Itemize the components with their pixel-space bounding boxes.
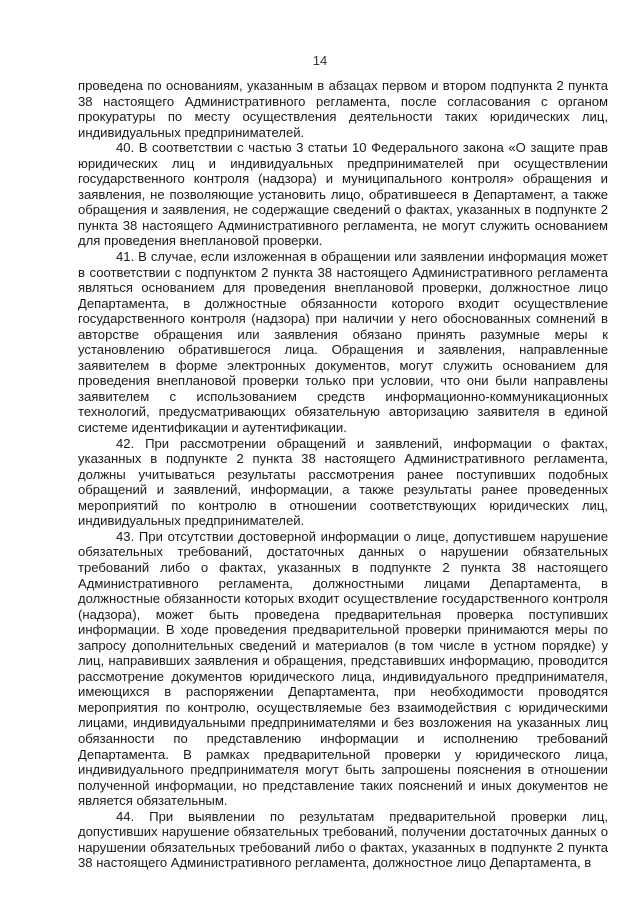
- paragraph-41: 41. В случае, если изложенная в обращении или заявлении информация может в соответствии с подпунктом 2 пункта 38 настоящего Административного регламента являться основанием для проведения внеплановой проверки, должностное лицо Департамента, в должностные обязанности которого входит осуществление государственного контроля (надзора) при наличии у него обоснованных сомнений в авторстве обращения или заявления обязано принять разумные меры к установлению обратившегося лица. Обращения и заявления, направленные заявителем в форме электронных документов, могут служить основанием для проведения внеплановой проверки только при условии, что они были направлены заявителем с использованием средств информационно-коммуникационных технологий, предусматривающих обязательную авторизацию заявителя в единой системе идентификации и аутентификации.: [78, 249, 608, 436]
- paragraph-44: 44. При выявлении по результатам предварительной проверки лиц, допустивших нарушение обязательных требований, получении достаточных данных о нарушении обязательных требований либо о фактах, указанных в подпункте 2 пункта 38 настоящего Административного регламента, должностное лицо Департамента, в: [78, 808, 608, 871]
- page-number: 14: [312, 53, 328, 68]
- paragraph-43: 43. При отсутствии достоверной информации о лице, допустившем нарушение обязательных требований, достаточных данных о нарушении обязательных требований либо о фактах, указанных в подпункте 2 пункта 38 настоящего Административного регламента, должностными лицами Департамента, в должностные обязанности которых входит осуществление государственного контроля (надзора), может быть проведена предварительная проверка поступивших информации. В ходе проведения предварительной проверки принимаются меры по запросу дополнительных сведений и материалов (в том числе в устном порядке) у лиц, направивших заявления и обращения, представивших информацию, проводится рассмотрение документов юридического лица, индивидуального предпринимателя, имеющихся в распоряжении Департамента, при необходимости проводятся мероприятия по контролю, осуществляемые без взаимодействия с юридическими лицами, индивидуальными предпринимателями и без возложения на указанных лиц обязанности по представлению информации и исполнению требований Департамента. В рамках предварительной проверки у юридического лица, индивидуального предпринимателя могут быть запрошены пояснения в отношении полученной информации, но представление таких пояснений и иных документов не является обязательным.: [78, 528, 608, 809]
- paragraph-continuation: проведена по основаниям, указанным в абзацах первом и втором подпункта 2 пункта 38 настоящего Административного регламента, после согласования с органом прокуратуры по месту осуществления деятельности таких юридических лиц, индивидуальных предпринимателей.: [78, 78, 608, 140]
- document-body: [78, 78, 608, 871]
- paragraph-42: 42. При рассмотрении обращений и заявлений, информации о фактах, указанных в подпункте 2 пункта 38 настоящего Административного регламента, должны учитываться результаты рассмотрения ранее поступивших подобных обращений и заявлений, информации, а также результаты ранее проведенных мероприятий по контролю в отношении соответствующих юридических лиц, индивидуальных предпринимателей.: [78, 435, 608, 529]
- paragraph-40: 40. В соответствии с частью 3 статьи 10 Федерального закона «О защите прав юридических лиц и индивидуальных предпринимателей при осуществлении государственного контроля (надзора) и муниципального контроля» обращения и заявления, не позволяющие установить лицо, обратившееся в Департамент, а также обращения и заявления, не содержащие сведений о фактах, указанных в подпункте 2 пункта 38 настоящего Административного регламента, не могут служить основанием для проведения внеплановой проверки.: [78, 140, 608, 249]
